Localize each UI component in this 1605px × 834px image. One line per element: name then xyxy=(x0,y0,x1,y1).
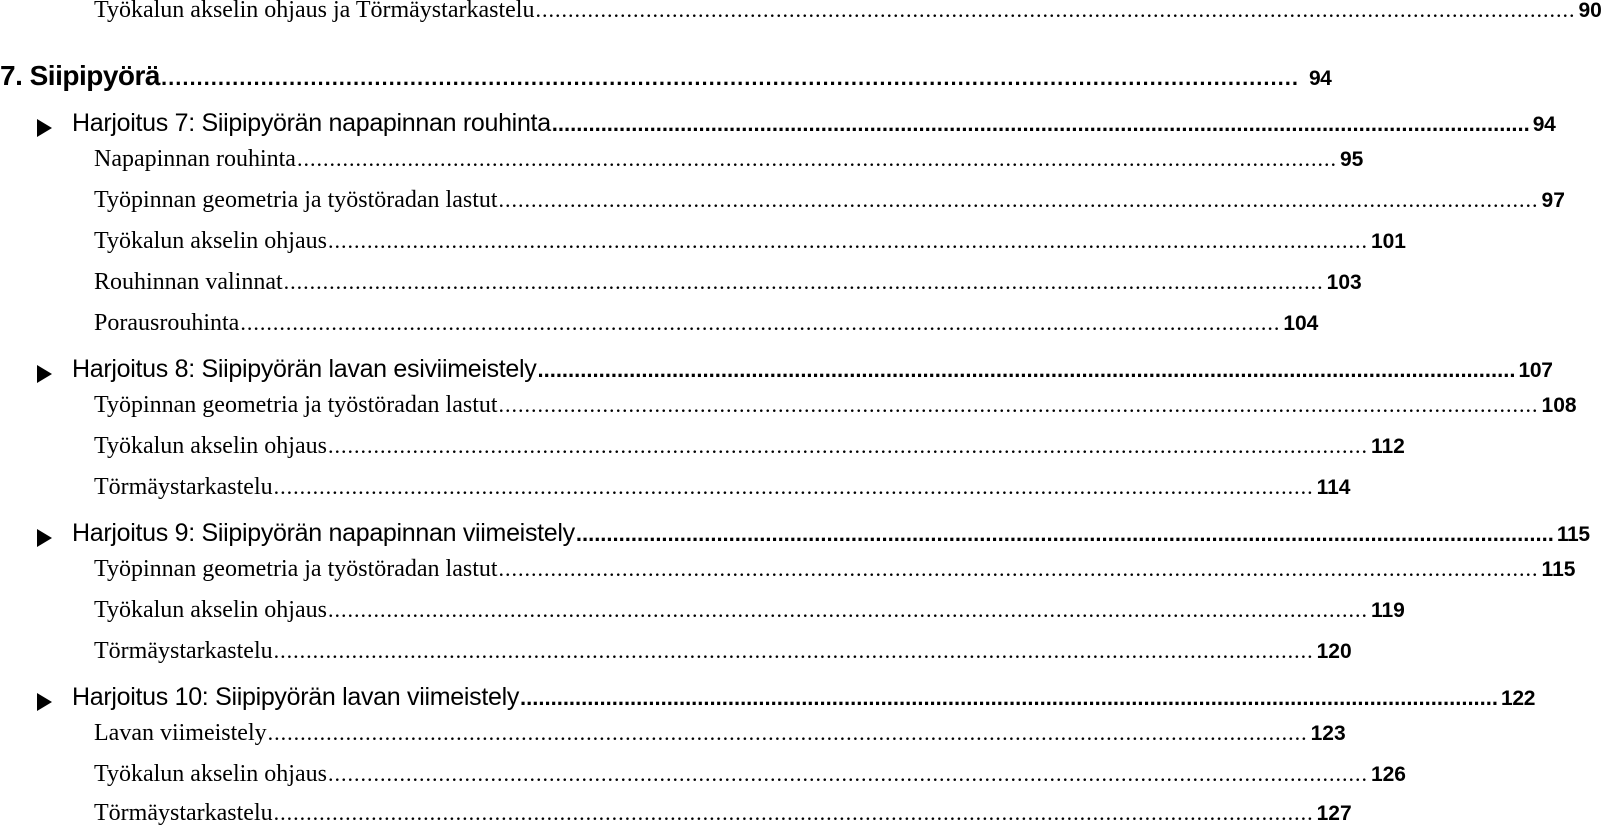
exercise-page: 122 xyxy=(1501,687,1536,710)
toc-entry-title: Törmäystarkastelu xyxy=(94,474,273,500)
toc-entry-page: 120 xyxy=(1316,640,1352,663)
leader-dots: ................................................................................................................................................................ xyxy=(327,433,1368,458)
exercise-title: Harjoitus 10: Siipipyörän lavan viimeistely xyxy=(72,683,520,711)
leader-dots: ................................................................................................................................................................ xyxy=(520,685,1498,710)
toc-entry[interactable] xyxy=(0,228,1406,262)
toc-entry[interactable] xyxy=(0,474,1351,508)
toc-entry-title: Työkalun akselin ohjaus ja Törmäystarkastelu xyxy=(94,0,535,23)
leader-dots: ................................................................................................................................................................ xyxy=(498,187,1539,212)
toc-entry[interactable] xyxy=(0,146,1364,180)
triangle-bullet-icon xyxy=(37,693,52,711)
leader-dots: ................................................................................................................................................................ xyxy=(551,111,1530,136)
leader-dots: ................................................................................................................................................................ xyxy=(537,357,1516,382)
leader-dots: ................................................................................................................................................................ xyxy=(267,720,1308,745)
exercise-page: 115 xyxy=(1556,523,1590,546)
toc-entry-title: Työkalun akselin ohjaus xyxy=(94,761,327,787)
toc-exercise-entry[interactable] xyxy=(0,683,1536,717)
toc-entry[interactable] xyxy=(0,638,1352,672)
leader-dots: ................................................................................................................................................................ xyxy=(575,521,1554,546)
toc-entry-title: Työkalun akselin ohjaus xyxy=(94,228,327,254)
leader-dots: ................................................................................................................................................................ xyxy=(273,474,1314,499)
toc-entry-title: Törmäystarkastelu xyxy=(94,800,273,826)
exercise-title: Harjoitus 7: Siipipyörän napapinnan rouhinta xyxy=(72,109,551,137)
toc-entry-page: 123 xyxy=(1310,722,1346,745)
exercise-title: Harjoitus 9: Siipipyörän napapinnan viimeistely xyxy=(72,519,575,547)
triangle-bullet-icon xyxy=(37,365,52,383)
exercise-page: 94 xyxy=(1532,113,1556,136)
toc-entry-page: 97 xyxy=(1541,189,1565,212)
toc-entry-page: 90 xyxy=(1578,0,1602,22)
toc-exercise-entry[interactable] xyxy=(0,519,1590,553)
toc-entry[interactable] xyxy=(0,0,1602,31)
toc-entry-title: Työkalun akselin ohjaus xyxy=(94,597,327,623)
leader-dots: ................................................................................................................................................................ xyxy=(498,392,1539,417)
leader-dots: ................................................................................................................................................................ xyxy=(327,597,1368,622)
toc-entry-page: 127 xyxy=(1316,802,1352,825)
toc-exercise-entry[interactable] xyxy=(0,355,1553,389)
leader-dots: ................................................................................................................................................................ xyxy=(498,556,1539,581)
leader-dots: ................................................................................................................................................................ xyxy=(535,0,1576,22)
toc-entry-page: 119 xyxy=(1370,599,1405,622)
triangle-bullet-icon xyxy=(37,529,52,547)
chapter-title: 7. Siipipyörä xyxy=(0,60,160,91)
toc-entry[interactable] xyxy=(0,392,1577,426)
leader-dots: ................................................................................................................................................................ xyxy=(161,65,1299,90)
leader-dots: ................................................................................................................................................................ xyxy=(327,761,1368,786)
toc-entry-page: 112 xyxy=(1370,435,1405,458)
toc-entry[interactable] xyxy=(0,433,1405,467)
toc-entry-title: Työpinnan geometria ja työstöradan lastut xyxy=(94,187,498,213)
toc-entry[interactable] xyxy=(0,269,1362,303)
leader-dots: ................................................................................................................................................................ xyxy=(327,228,1368,253)
toc-entry[interactable] xyxy=(0,310,1319,344)
toc-entry[interactable] xyxy=(0,187,1565,221)
toc-entry-title: Napapinnan rouhinta xyxy=(94,146,296,172)
toc-entry-page: 108 xyxy=(1541,394,1577,417)
toc-entry-title: Törmäystarkastelu xyxy=(94,638,273,664)
leader-dots: ................................................................................................................................................................ xyxy=(240,310,1281,335)
chapter-page: 94 xyxy=(1308,67,1332,90)
toc-entry-title: Lavan viimeistely xyxy=(94,720,267,746)
toc-entry[interactable] xyxy=(0,720,1346,754)
toc-entry-page: 101 xyxy=(1370,230,1406,253)
leader-dots: ................................................................................................................................................................ xyxy=(283,269,1324,294)
exercise-title: Harjoitus 8: Siipipyörän lavan esiviimeistely xyxy=(72,355,537,383)
toc-entry-page: 115 xyxy=(1541,558,1576,581)
toc-entry-title: Työkalun akselin ohjaus xyxy=(94,433,327,459)
toc-entry-page: 103 xyxy=(1326,271,1362,294)
toc-entry-title: Rouhinnan valinnat xyxy=(94,269,283,295)
triangle-bullet-icon xyxy=(37,119,52,137)
leader-dots: ................................................................................................................................................................ xyxy=(273,638,1314,663)
toc-chapter-heading[interactable] xyxy=(0,60,1332,94)
toc-entry[interactable] xyxy=(0,761,1406,795)
toc-entry[interactable] xyxy=(0,556,1576,590)
toc-entry-title: Työpinnan geometria ja työstöradan lastut xyxy=(94,392,498,418)
toc-entry[interactable] xyxy=(0,597,1405,631)
toc-entry-title: Työpinnan geometria ja työstöradan lastut xyxy=(94,556,498,582)
exercise-page: 107 xyxy=(1518,359,1553,382)
toc-entry-title: Porausrouhinta xyxy=(94,310,240,336)
toc-entry-page: 126 xyxy=(1370,763,1406,786)
toc-entry-page: 104 xyxy=(1283,312,1319,335)
toc-entry-page: 114 xyxy=(1316,476,1351,499)
toc-entry-page: 95 xyxy=(1339,148,1364,171)
toc-exercise-entry[interactable] xyxy=(0,109,1556,143)
leader-dots: ................................................................................................................................................................ xyxy=(273,800,1314,825)
leader-dots: ................................................................................................................................................................ xyxy=(296,146,1337,171)
toc-entry[interactable] xyxy=(0,800,1352,834)
